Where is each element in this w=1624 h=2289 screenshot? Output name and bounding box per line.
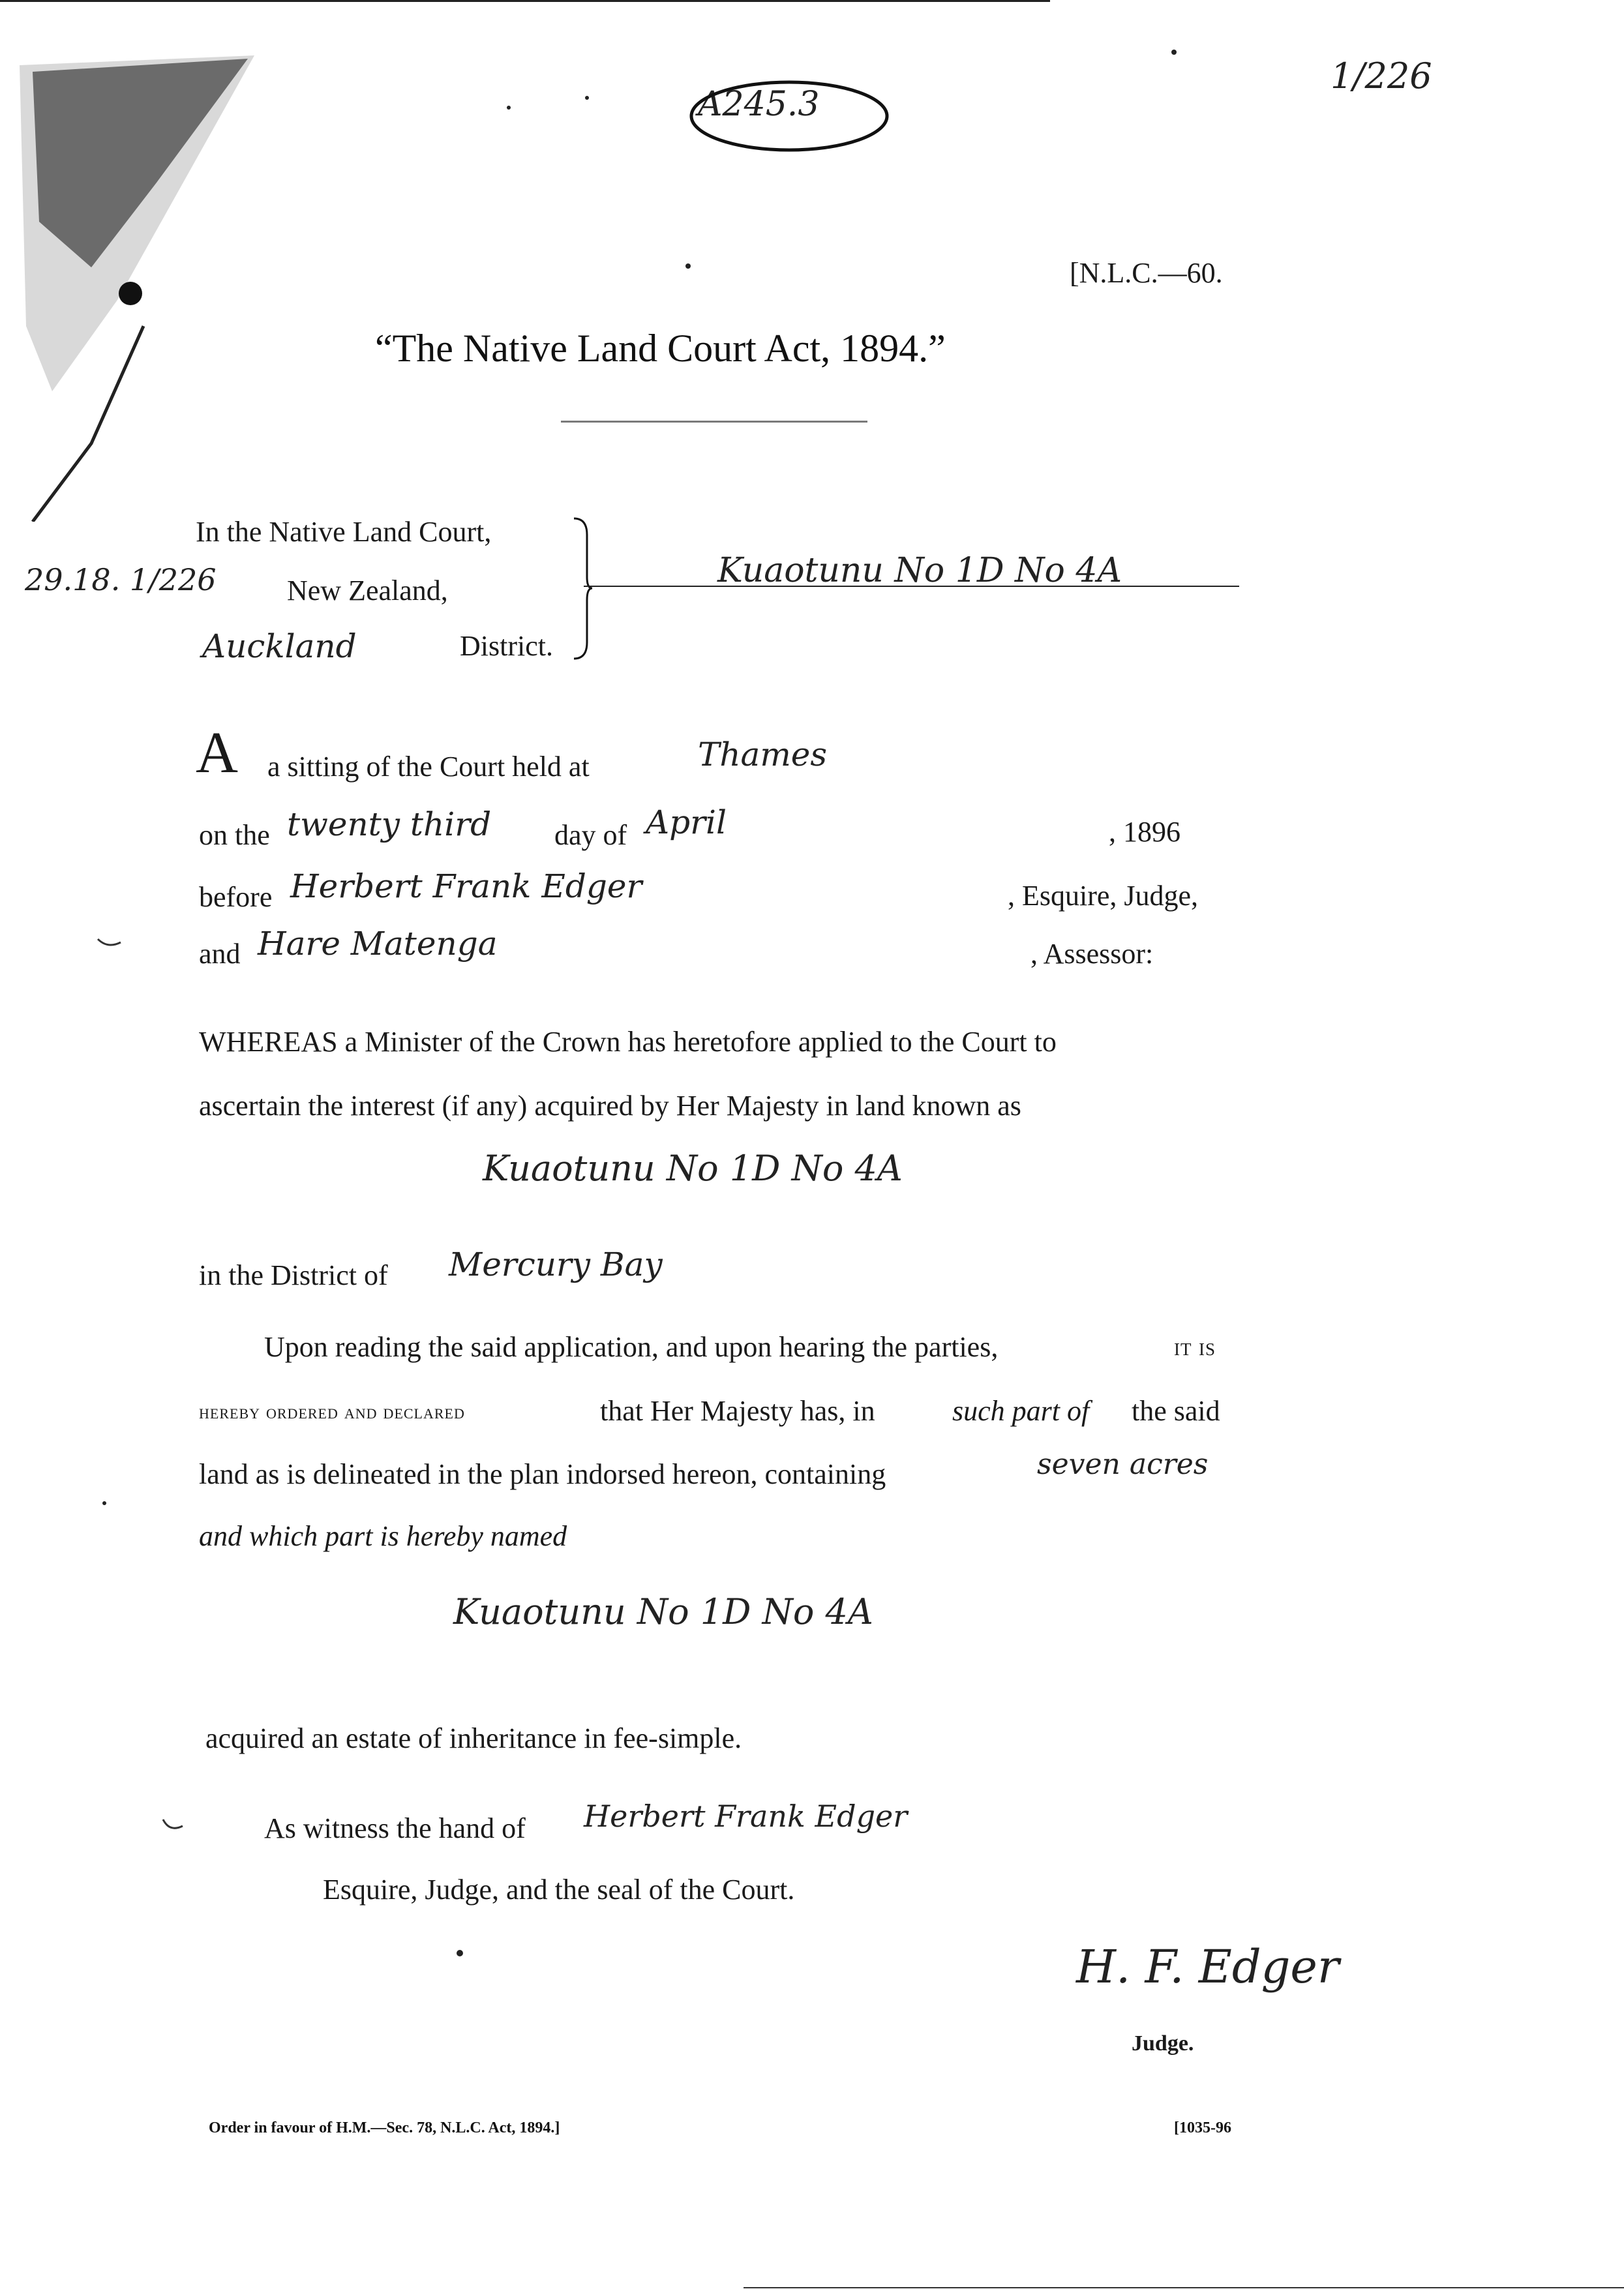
drop-cap: A xyxy=(196,721,238,785)
and-label: and xyxy=(199,938,241,970)
sitting-place: Thames xyxy=(698,736,828,773)
judge-label: Judge. xyxy=(1132,2031,1194,2056)
on-label: on the xyxy=(199,819,270,851)
witness-line-2: Esquire, Judge, and the seal of the Court. xyxy=(323,1874,795,1906)
judge-suffix: , Esquire, Judge, xyxy=(1008,880,1199,912)
district-name: Auckland xyxy=(202,627,357,665)
it-is: it is xyxy=(1174,1334,1216,1361)
witness-name: Herbert Frank Edger xyxy=(584,1799,908,1834)
land-line: land as is delineated in the plan indorsed hereon, containing xyxy=(199,1458,886,1490)
district-label: District. xyxy=(460,630,553,662)
acres: seven acres xyxy=(1037,1448,1209,1481)
whereas-line-2: ascertain the interest (if any) acquired by Her Majesty in land known as xyxy=(199,1090,1021,1122)
day-of-label: day of xyxy=(554,819,627,851)
witness-label: As witness the hand of xyxy=(264,1812,526,1844)
court-line-2: New Zealand, xyxy=(287,575,448,606)
footer-right: [1035-96 xyxy=(1174,2119,1231,2136)
margin-note: 29.18. 1/226 xyxy=(25,562,217,597)
majesty-part-1: that Her Majesty has, in xyxy=(600,1395,875,1427)
part-name: Kuaotunu No 1D No 4A xyxy=(453,1591,873,1632)
form-code: [N.L.C.—60. xyxy=(1070,257,1223,289)
district-of-name: Mercury Bay xyxy=(449,1246,663,1283)
circled-reference: A245.3 xyxy=(698,85,820,124)
court-line-1: In the Native Land Court, xyxy=(196,516,492,548)
judge-name: Herbert Frank Edger xyxy=(290,867,642,905)
hereby-ordered: hereby ordered and declared xyxy=(199,1399,465,1423)
whereas-line-1: WHEREAS a Minister of the Crown has heretofore applied to the Court to xyxy=(199,1026,1057,1058)
acquired-line: acquired an estate of inheritance in fee-simple. xyxy=(205,1722,742,1754)
such-part: such part of xyxy=(952,1395,1090,1427)
sitting-label: a sitting of the Court held at xyxy=(267,751,590,783)
judge-signature: H. F. Edger xyxy=(1076,1940,1340,1994)
document-title: “The Native Land Court Act, 1894.” xyxy=(375,327,946,370)
block-name: Kuaotunu No 1D No 4A xyxy=(717,551,1122,590)
district-of-label: in the District of xyxy=(199,1259,388,1291)
sitting-year: , 1896 xyxy=(1109,816,1180,848)
before-label: before xyxy=(199,881,273,913)
land-name: Kuaotunu No 1D No 4A xyxy=(483,1148,903,1189)
assessor-name: Hare Matenga xyxy=(258,925,498,963)
sitting-day: twenty third xyxy=(287,805,492,843)
majesty-part-2: the said xyxy=(1132,1395,1220,1427)
sitting-month: April xyxy=(646,803,727,841)
footer-left: Order in favour of H.M.—Sec. 78, N.L.C. Act, 1894.] xyxy=(209,2119,560,2136)
assessor-suffix: , Assessor: xyxy=(1030,938,1154,970)
named-line: and which part is hereby named xyxy=(199,1520,567,1552)
top-right-reference: 1/226 xyxy=(1331,55,1432,97)
upon-line: Upon reading the said application, and upon hearing the parties, xyxy=(264,1331,999,1363)
